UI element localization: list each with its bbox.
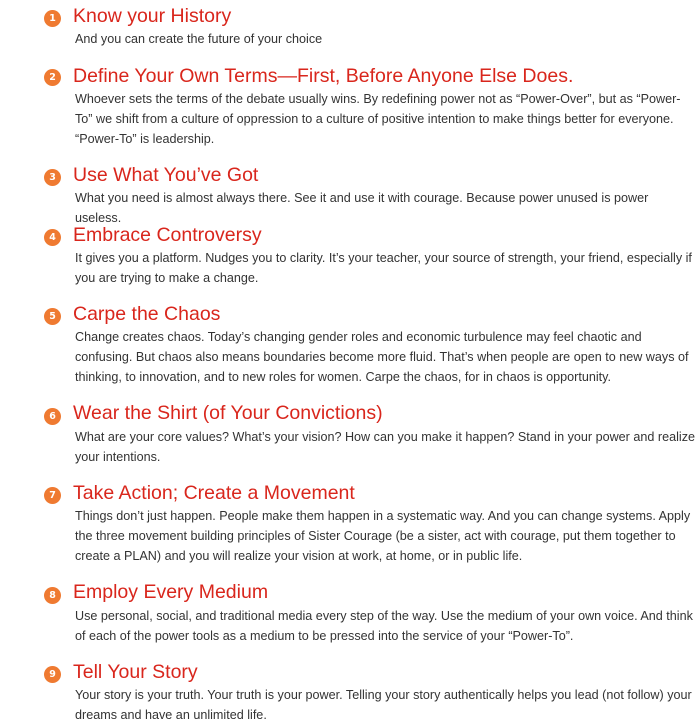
item-title: Take Action; Create a Movement: [73, 482, 355, 504]
item-description: Whoever sets the terms of the debate usually wins. By redefining power not as “Power-Over”, but as “Power-To” we shift from a culture of oppression to a culture of positive intention to make things better for everyone. “Power-To” is leadership.: [75, 92, 681, 146]
item-title: Tell Your Story: [73, 661, 198, 683]
item-title: Carpe the Chaos: [73, 303, 221, 325]
item-title: Wear the Shirt (of Your Convictions): [73, 402, 383, 424]
item-description: Use personal, social, and traditional media every step of the way. Use the medium of your own voice. And think of each of the power tools as a medium to be pressed into the service of your “Power-To”.: [75, 609, 693, 643]
number-badge: 6: [44, 408, 61, 425]
number-badge: 9: [44, 666, 61, 683]
number-badge: 3: [44, 169, 61, 186]
item-title: Define Your Own Terms—First, Before Anyone Else Does.: [73, 65, 574, 87]
item-title: Use What You’ve Got: [73, 164, 259, 186]
item-description: What are your core values? What’s your vision? How can you make it happen? Stand in your power and realize your intentions.: [75, 430, 695, 464]
item-title: Employ Every Medium: [73, 581, 269, 603]
item-description: Change creates chaos. Today’s changing gender roles and economic turbulence may feel chaotic and confusing. But chaos also means boundaries become more fluid. That’s when people are open to new ways of thinking, to innovation, and to new roles for women. Carpe the chaos, for in chaos is opportunity.: [75, 330, 689, 384]
item-title: Embrace Controversy: [73, 224, 262, 246]
item-description: It gives you a platform. Nudges you to clarity. It’s your teacher, your source of strength, your friend, especially if you are trying to make a change.: [75, 251, 692, 285]
number-badge: 2: [44, 69, 61, 86]
item-description: What you need is almost always there. See it and use it with courage. Because power unused is power useless.: [75, 191, 649, 225]
number-badge: 8: [44, 587, 61, 604]
number-badge: 5: [44, 308, 61, 325]
item-title: Know your History: [73, 5, 232, 27]
item-description: Things don’t just happen. People make them happen in a systematic way. And you can change systems. Apply the three movement building principles of Sister Courage (be a sister, act with courage, put them together to create a PLAN) and you will realize your vision at work, at home, or in public life.: [75, 509, 691, 563]
number-badge: 7: [44, 487, 61, 504]
item-description: And you can create the future of your choice: [75, 32, 323, 46]
item-description: Your story is your truth. Your truth is your power. Telling your story authentically helps you lead (not follow) your dreams and have an unlimited life.: [75, 688, 692, 722]
number-badge: 1: [44, 10, 61, 27]
number-badge: 4: [44, 229, 61, 246]
